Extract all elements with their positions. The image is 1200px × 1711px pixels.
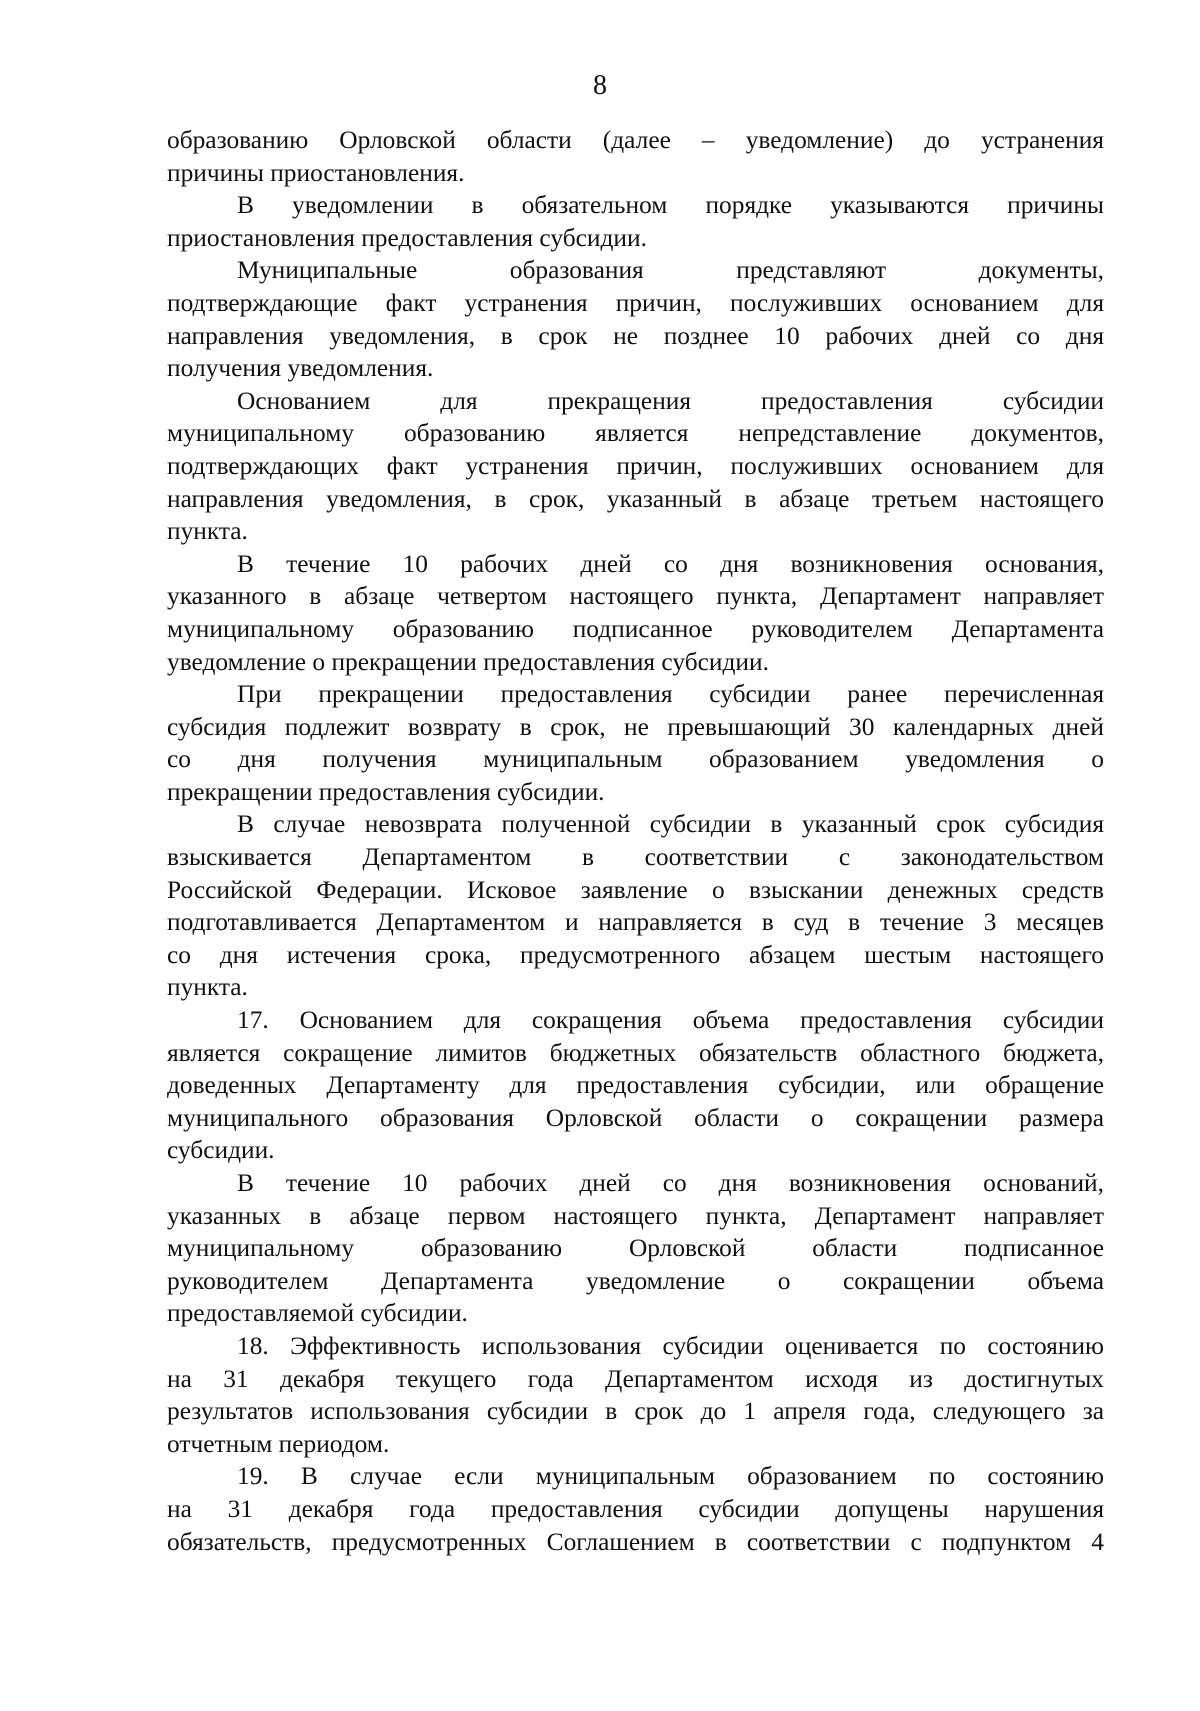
text-line: со дня получения муниципальным образованием уведомления о: [167, 745, 1104, 774]
text-line: 17. Основанием для сокращения объема предоставления субсидии: [237, 1006, 1104, 1035]
text-line: В течение 10 рабочих дней со дня возникновения оснований,: [237, 1169, 1104, 1197]
text-line: В течение 10 рабочих дней со дня возникновения основания,: [237, 549, 1104, 578]
text-line: руководителем Департамента уведомление о сокращении объема: [167, 1266, 1104, 1295]
text-line: причины приостановления.: [167, 158, 465, 187]
text-line: результатов использования субсидии в срок до 1 апреля года, следующего за: [167, 1397, 1104, 1426]
text-line: на 31 декабря текущего года Департаментом исходя из достигнутых: [167, 1364, 1104, 1393]
text-line: субсидия подлежит возврату в срок, не превышающий 30 календарных дней: [167, 712, 1104, 741]
text-line: муниципального образования Орловской области о сокращении размера: [167, 1103, 1104, 1132]
text-line: В уведомлении в обязательном порядке указываются причины: [237, 191, 1104, 220]
text-line: субсидии.: [167, 1136, 275, 1165]
document-body: [167, 124, 1104, 1558]
text-line: является сокращение лимитов бюджетных обязательств областного бюджета,: [167, 1038, 1104, 1067]
text-line: указанных в абзаце первом настоящего пункта, Департамент направляет: [167, 1201, 1104, 1230]
text-line: взыскивается Департаментом в соответствии с законодательством: [167, 843, 1104, 872]
text-line: Муниципальные образования представляют документы,: [237, 256, 1104, 285]
text-line: муниципальному образованию Орловской области подписанное: [167, 1234, 1104, 1263]
text-line: отчетным периодом.: [167, 1429, 390, 1458]
text-line: прекращении предоставления субсидии.: [167, 777, 605, 806]
page-number: 8: [593, 70, 607, 101]
text-line: обязательств, предусмотренных Соглашением в соответствии с подпунктом 4: [167, 1527, 1104, 1556]
text-line: приостановления предоставления субсидии.: [167, 223, 647, 252]
text-line: пункта.: [167, 517, 248, 546]
text-line: 19. В случае если муниципальным образованием по состоянию: [237, 1462, 1104, 1491]
text-line: подтверждающие факт устранения причин, послуживших основанием для: [167, 288, 1104, 317]
text-line: В случае невозврата полученной субсидии в указанный срок субсидия: [237, 810, 1104, 839]
text-line: подтверждающих факт устранения причин, послуживших основанием для: [167, 451, 1104, 480]
text-line: на 31 декабря года предоставления субсидии допущены нарушения: [167, 1494, 1104, 1523]
text-line: муниципальному образованию подписанное руководителем Департамента: [167, 614, 1104, 643]
text-line: доведенных Департаменту для предоставления субсидии, или обращение: [167, 1071, 1104, 1100]
text-line: пункта.: [167, 973, 248, 1002]
text-line: Российской Федерации. Исковое заявление о взыскании денежных средств: [167, 875, 1104, 904]
text-line: уведомление о прекращении предоставления субсидии.: [167, 647, 769, 676]
text-line: При прекращении предоставления субсидии ранее перечисленная: [237, 680, 1104, 709]
text-line: Основанием для прекращения предоставления субсидии: [237, 386, 1104, 415]
text-line: образованию Орловской области (далее – уведомление) до устранения: [167, 126, 1104, 154]
text-line: подготавливается Департаментом и направляется в суд в течение 3 месяцев: [167, 908, 1104, 937]
text-line: направления уведомления, в срок, указанный в абзаце третьем настоящего: [167, 484, 1104, 513]
text-line: направления уведомления, в срок не позднее 10 рабочих дней со дня: [167, 321, 1104, 350]
text-line: указанного в абзаце четвертом настоящего пункта, Департамент направляет: [167, 582, 1104, 611]
text-line: со дня истечения срока, предусмотренного абзацем шестым настоящего: [167, 940, 1104, 969]
text-line: муниципальному образованию является непредставление документов,: [167, 419, 1104, 448]
text-line: получения уведомления.: [167, 354, 434, 383]
text-line: предоставляемой субсидии.: [167, 1299, 468, 1328]
text-line: 18. Эффективность использования субсидии оценивается по состоянию: [237, 1331, 1104, 1360]
